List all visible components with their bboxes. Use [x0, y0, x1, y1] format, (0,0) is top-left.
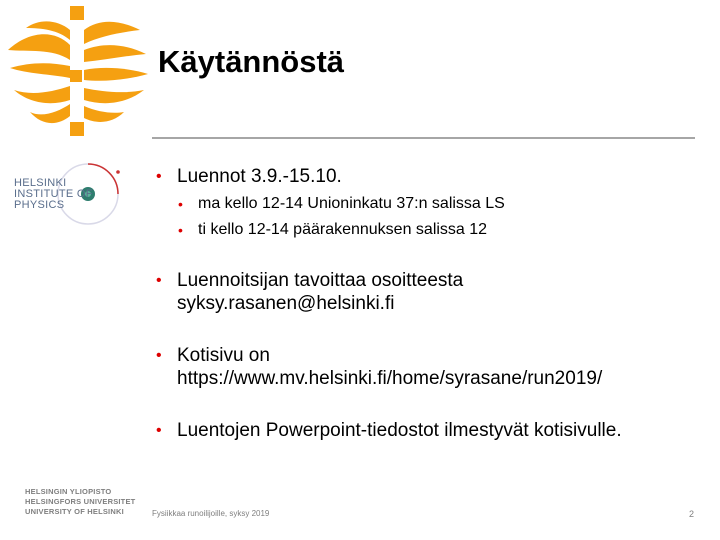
university-flame-logo: [0, 0, 150, 145]
bullet-lectures: • Luennot 3.9.-15.10.: [152, 165, 712, 188]
university-line-2: HELSINGFORS UNIVERSITET: [25, 497, 136, 506]
university-name-logo: [25, 487, 135, 517]
hip-line-1: HELSINKI: [14, 177, 67, 189]
bullet-contact-line-1: • Luennoitsijan tavoittaa osoitteesta: [177, 270, 464, 291]
university-line-3: UNIVERSITY OF HELSINKI: [25, 507, 124, 516]
hip-logo-text: [14, 178, 93, 211]
sub-bullet-monday: • ma kello 12-14 Unioninkatu 37:n salissa LS: [152, 194, 712, 214]
hip-line-2: INSTITUTE OF: [14, 188, 93, 200]
page-number: 2: [688, 509, 694, 519]
title-divider: [152, 137, 695, 139]
slide-title: Käytännöstä: [158, 44, 345, 79]
bullet-homepage: [152, 344, 712, 390]
university-line-1: HELSINGIN YLIOPISTO: [25, 487, 112, 496]
bullet-slides: • Luentojen Powerpoint-tiedostot ilmestyvät kotisivulle.: [152, 419, 712, 442]
slide-content: [152, 165, 712, 442]
slide-footer: Fysiikkaa runoilijoille, syksy 2019: [152, 509, 270, 518]
bullet-homepage-line-1: • Kotisivu on: [177, 345, 270, 366]
sub-bullet-tuesday: • ti kello 12-14 päärakennuksen salissa 12: [152, 220, 712, 240]
contact-email-link[interactable]: syksy.rasanen@helsinki.fi: [177, 293, 395, 314]
bullet-contact: [152, 269, 712, 315]
homepage-url-link[interactable]: https://www.mv.helsinki.fi/home/syrasane/run2019/: [177, 368, 603, 389]
hip-line-3: PHYSICS: [14, 199, 65, 211]
